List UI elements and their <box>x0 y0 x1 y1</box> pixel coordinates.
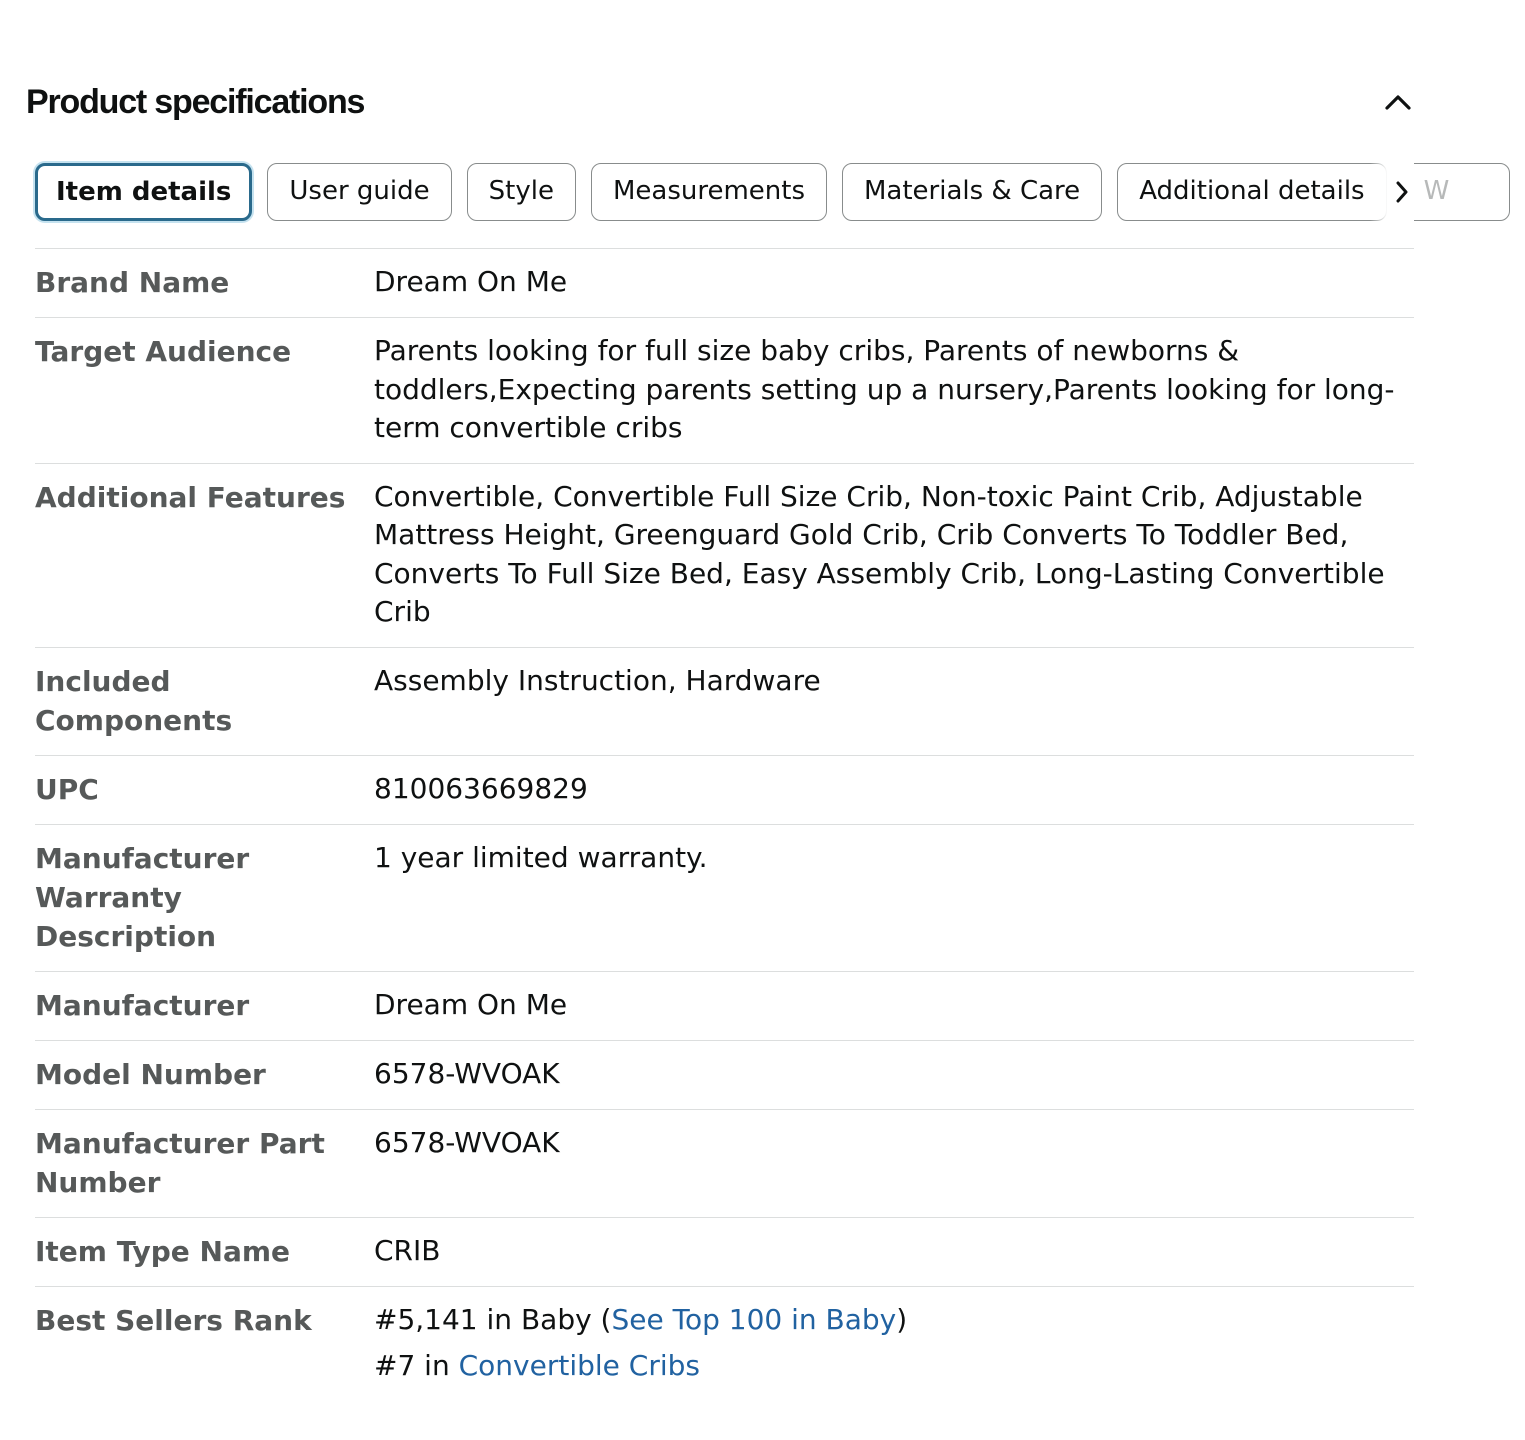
rank-line-baby <box>374 1301 1404 1340</box>
tab-item-details[interactable]: Item details <box>35 163 252 221</box>
spec-value: Dream On Me <box>374 265 568 298</box>
spec-row-target-audience <box>35 318 1414 464</box>
tabs-scroll-right-button[interactable] <box>1370 163 1414 221</box>
spec-label: Best Sellers Rank <box>35 1303 312 1337</box>
tab-partial[interactable]: W <box>1402 163 1511 221</box>
convertible-cribs-link[interactable]: Convertible Cribs <box>458 1349 700 1382</box>
spec-label: Included Components <box>35 664 233 737</box>
section-title: Product specifications <box>26 82 365 121</box>
spec-value: Convertible, Convertible Full Size Crib, Non-toxic Paint Crib, Adjustable Mattress Height, Greenguard Gold Crib, Crib Converts To Toddler Bed, Converts To Full Size Bed, Easy Assembly Crib, Long-Lasting Convertible Crib <box>374 479 1385 628</box>
spec-value: Parents looking for full size baby cribs, Parents of newborns & toddlers,Expecting parents setting up a nursery,Parents looking for long-term convertible cribs <box>374 334 1395 444</box>
spec-row-part-number <box>35 1110 1414 1218</box>
spec-value: 810063669829 <box>374 771 588 805</box>
rank-text: ) <box>896 1302 908 1336</box>
spec-label: Manufacturer Warranty Description <box>35 841 250 953</box>
tab-style[interactable]: Style <box>467 163 576 221</box>
rank-text: #7 in <box>374 1349 459 1382</box>
spec-value <box>374 1301 1414 1386</box>
spec-table <box>35 248 1414 1401</box>
spec-row-warranty <box>35 825 1414 972</box>
tab-measurements[interactable]: Measurements <box>591 163 827 221</box>
spec-label: UPC <box>35 772 99 806</box>
spec-label: Item Type Name <box>35 1234 291 1268</box>
rank-line-category <box>374 1347 1404 1386</box>
tab-additional-details[interactable]: Additional details <box>1117 163 1386 221</box>
spec-label: Brand Name <box>35 266 230 299</box>
spec-row-best-sellers-rank <box>35 1287 1414 1401</box>
spec-row-item-type <box>35 1218 1414 1287</box>
spec-label: Additional Features <box>35 480 346 514</box>
spec-label: Target Audience <box>35 335 292 368</box>
spec-label: Manufacturer <box>35 988 250 1022</box>
spec-value: Assembly Instruction, Hardware <box>374 663 821 697</box>
section-header <box>26 78 1418 126</box>
spec-label: Manufacturer Part Number <box>35 1126 325 1199</box>
spec-row-included-components <box>35 648 1414 756</box>
collapse-button[interactable] <box>1380 84 1416 120</box>
see-top-100-link[interactable]: See Top 100 in Baby <box>611 1302 897 1336</box>
spec-tabs <box>35 163 1450 221</box>
tab-user-guide[interactable]: User guide <box>267 163 451 221</box>
chevron-up-icon <box>1384 92 1412 112</box>
spec-value: 6578-WVOAK <box>374 1056 560 1090</box>
tab-materials-care[interactable]: Materials & Care <box>842 163 1102 221</box>
rank-text: #5,141 in Baby ( <box>374 1302 612 1336</box>
spec-value: 6578-WVOAK <box>374 1125 560 1159</box>
spec-label: Model Number <box>35 1057 266 1091</box>
spec-value: 1 year limited warranty. <box>374 840 708 874</box>
chevron-right-icon <box>1394 179 1410 205</box>
spec-row-upc <box>35 756 1414 825</box>
spec-row-manufacturer <box>35 972 1414 1041</box>
spec-row-model-number <box>35 1041 1414 1110</box>
spec-value: CRIB <box>374 1233 441 1267</box>
spec-row-additional-features <box>35 464 1414 648</box>
spec-row-brand-name <box>35 249 1414 318</box>
spec-value: Dream On Me <box>374 987 568 1021</box>
